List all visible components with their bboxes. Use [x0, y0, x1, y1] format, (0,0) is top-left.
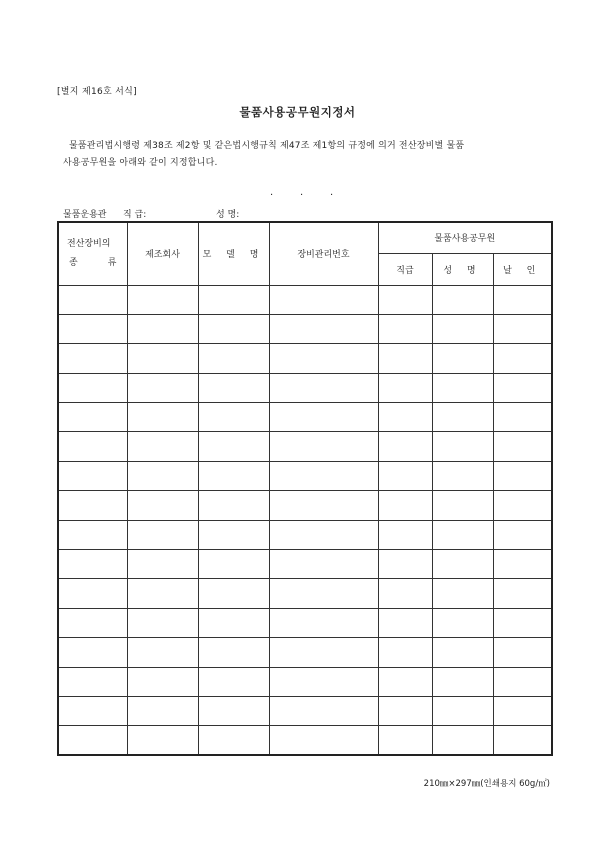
cell-model-name[interactable]	[198, 696, 269, 725]
header-equipment-type	[58, 222, 127, 285]
table-row	[58, 491, 552, 520]
cell-mgmt-number[interactable]	[269, 638, 378, 667]
header-equipment-mgmt-number: 장비관리번호	[269, 222, 378, 285]
table-row	[58, 520, 552, 549]
cell-manufacturer[interactable]	[127, 403, 198, 432]
date-field	[270, 187, 360, 198]
cell-user-name[interactable]	[432, 344, 493, 373]
cell-model-name[interactable]	[198, 608, 269, 637]
cell-mgmt-number[interactable]	[269, 285, 378, 314]
cell-mgmt-number[interactable]	[269, 314, 378, 343]
cell-mgmt-number[interactable]	[269, 432, 378, 461]
cell-user-seal[interactable]	[493, 638, 552, 667]
cell-manufacturer[interactable]	[127, 373, 198, 402]
cell-user-seal[interactable]	[493, 344, 552, 373]
cell-mgmt-number[interactable]	[269, 491, 378, 520]
cell-manufacturer[interactable]	[127, 520, 198, 549]
cell-user-name[interactable]	[432, 579, 493, 608]
cell-user-rank[interactable]	[378, 461, 432, 490]
date-day-dot: .	[330, 187, 334, 198]
cell-user-rank[interactable]	[378, 638, 432, 667]
cell-user-rank[interactable]	[378, 344, 432, 373]
cell-equipment-type[interactable]	[58, 314, 127, 343]
cell-manufacturer[interactable]	[127, 608, 198, 637]
cell-model-name[interactable]	[198, 373, 269, 402]
header-equipment-type-line2b: 류	[107, 257, 117, 268]
header-equipment-type-line1: 전산장비의	[67, 238, 111, 249]
cell-user-name[interactable]	[432, 520, 493, 549]
cell-user-rank[interactable]	[378, 520, 432, 549]
table-body	[58, 285, 552, 755]
cell-model-name[interactable]	[198, 285, 269, 314]
cell-user-name[interactable]	[432, 638, 493, 667]
cell-user-seal[interactable]	[493, 491, 552, 520]
cell-user-rank[interactable]	[378, 550, 432, 579]
manager-name-label: 성 명:	[216, 210, 240, 220]
cell-mgmt-number[interactable]	[269, 726, 378, 755]
cell-model-name[interactable]	[198, 520, 269, 549]
table-row	[58, 696, 552, 725]
cell-model-name[interactable]	[198, 550, 269, 579]
table-row	[58, 550, 552, 579]
cell-mgmt-number[interactable]	[269, 461, 378, 490]
manager-label: 물품운용관	[63, 210, 107, 220]
cell-mgmt-number[interactable]	[269, 373, 378, 402]
cell-user-name[interactable]	[432, 726, 493, 755]
cell-mgmt-number[interactable]	[269, 696, 378, 725]
cell-model-name[interactable]	[198, 314, 269, 343]
cell-user-rank[interactable]	[378, 432, 432, 461]
cell-user-name[interactable]	[432, 373, 493, 402]
cell-equipment-type[interactable]	[58, 432, 127, 461]
cell-user-rank[interactable]	[378, 696, 432, 725]
cell-user-seal[interactable]	[493, 314, 552, 343]
cell-equipment-type[interactable]	[58, 550, 127, 579]
header-manufacturer: 제조회사	[127, 222, 198, 285]
cell-model-name[interactable]	[198, 461, 269, 490]
cell-manufacturer[interactable]	[127, 579, 198, 608]
body-line-2: 사용공무원을 아래와 같이 지정합니다.	[63, 158, 218, 168]
header-user-rank: 직급	[378, 253, 432, 285]
cell-user-name[interactable]	[432, 403, 493, 432]
cell-user-rank[interactable]	[378, 491, 432, 520]
cell-user-seal[interactable]	[493, 696, 552, 725]
table-row	[58, 461, 552, 490]
cell-equipment-type[interactable]	[58, 638, 127, 667]
table-row	[58, 285, 552, 314]
table-row	[58, 403, 552, 432]
cell-equipment-type[interactable]	[58, 608, 127, 637]
cell-manufacturer[interactable]	[127, 285, 198, 314]
table-row	[58, 608, 552, 637]
cell-mgmt-number[interactable]	[269, 667, 378, 696]
cell-manufacturer[interactable]	[127, 696, 198, 725]
table-row	[58, 373, 552, 402]
date-year-dot: .	[270, 187, 274, 198]
cell-manufacturer[interactable]	[127, 550, 198, 579]
cell-user-seal[interactable]	[493, 373, 552, 402]
body-paragraph	[63, 138, 543, 172]
cell-mgmt-number[interactable]	[269, 520, 378, 549]
cell-user-seal[interactable]	[493, 461, 552, 490]
cell-user-seal[interactable]	[493, 608, 552, 637]
cell-model-name[interactable]	[198, 638, 269, 667]
cell-mgmt-number[interactable]	[269, 403, 378, 432]
cell-equipment-type[interactable]	[58, 726, 127, 755]
manager-rank-label: 직 급:	[123, 210, 147, 220]
cell-equipment-type[interactable]	[58, 667, 127, 696]
cell-equipment-type[interactable]	[58, 461, 127, 490]
cell-user-name[interactable]	[432, 285, 493, 314]
table-row	[58, 579, 552, 608]
cell-user-rank[interactable]	[378, 403, 432, 432]
cell-user-name[interactable]	[432, 550, 493, 579]
cell-user-seal[interactable]	[493, 520, 552, 549]
cell-model-name[interactable]	[198, 726, 269, 755]
body-line-1: 물품관리법시행령 제38조 제2항 및 같은법시행규칙 제47조 제1항의 규정에 의거 전산장비별 물품	[69, 141, 465, 151]
cell-mgmt-number[interactable]	[269, 550, 378, 579]
cell-mgmt-number[interactable]	[269, 608, 378, 637]
cell-user-seal[interactable]	[493, 579, 552, 608]
cell-equipment-type[interactable]	[58, 491, 127, 520]
cell-manufacturer[interactable]	[127, 344, 198, 373]
cell-equipment-type[interactable]	[58, 373, 127, 402]
cell-manufacturer[interactable]	[127, 638, 198, 667]
cell-model-name[interactable]	[198, 432, 269, 461]
cell-user-seal[interactable]	[493, 285, 552, 314]
cell-manufacturer[interactable]	[127, 726, 198, 755]
cell-user-name[interactable]	[432, 696, 493, 725]
cell-user-seal[interactable]	[493, 726, 552, 755]
cell-user-rank[interactable]	[378, 726, 432, 755]
cell-model-name[interactable]	[198, 344, 269, 373]
cell-equipment-type[interactable]	[58, 403, 127, 432]
cell-model-name[interactable]	[198, 579, 269, 608]
cell-manufacturer[interactable]	[127, 314, 198, 343]
cell-user-seal[interactable]	[493, 403, 552, 432]
cell-user-name[interactable]	[432, 667, 493, 696]
cell-user-rank[interactable]	[378, 314, 432, 343]
form-number-label: [별지 제16호 서식]	[57, 87, 137, 97]
table-row	[58, 344, 552, 373]
cell-user-name[interactable]	[432, 432, 493, 461]
table-row	[58, 432, 552, 461]
designation-table	[57, 221, 553, 756]
cell-mgmt-number[interactable]	[269, 344, 378, 373]
header-model-name: 모 델 명	[198, 222, 269, 285]
header-user-official-group: 물품사용공무원	[378, 222, 552, 253]
cell-equipment-type[interactable]	[58, 696, 127, 725]
table-row	[58, 314, 552, 343]
cell-user-rank[interactable]	[378, 608, 432, 637]
cell-equipment-type[interactable]	[58, 520, 127, 549]
cell-manufacturer[interactable]	[127, 667, 198, 696]
cell-manufacturer[interactable]	[127, 432, 198, 461]
paper-size-note: 210㎜×297㎜(인쇄용지 60g/㎡)	[423, 779, 550, 789]
cell-equipment-type[interactable]	[58, 285, 127, 314]
cell-manufacturer[interactable]	[127, 491, 198, 520]
cell-model-name[interactable]	[198, 491, 269, 520]
table-row	[58, 667, 552, 696]
cell-user-rank[interactable]	[378, 667, 432, 696]
cell-user-name[interactable]	[432, 491, 493, 520]
header-user-seal: 날 인	[493, 253, 552, 285]
cell-user-name[interactable]	[432, 314, 493, 343]
table-row	[58, 638, 552, 667]
cell-user-seal[interactable]	[493, 667, 552, 696]
cell-user-seal[interactable]	[493, 432, 552, 461]
table-row	[58, 726, 552, 755]
cell-equipment-type[interactable]	[58, 579, 127, 608]
cell-user-rank[interactable]	[378, 373, 432, 402]
date-month-dot: .	[300, 187, 304, 198]
cell-user-rank[interactable]	[378, 579, 432, 608]
header-user-name: 성 명	[432, 253, 493, 285]
header-equipment-type-line2a: 종	[69, 257, 78, 268]
document-title: 물품사용공무원지정서	[239, 105, 356, 119]
cell-model-name[interactable]	[198, 667, 269, 696]
cell-user-name[interactable]	[432, 461, 493, 490]
cell-user-name[interactable]	[432, 608, 493, 637]
cell-user-seal[interactable]	[493, 550, 552, 579]
cell-model-name[interactable]	[198, 403, 269, 432]
cell-manufacturer[interactable]	[127, 461, 198, 490]
cell-equipment-type[interactable]	[58, 344, 127, 373]
cell-mgmt-number[interactable]	[269, 579, 378, 608]
cell-user-rank[interactable]	[378, 285, 432, 314]
